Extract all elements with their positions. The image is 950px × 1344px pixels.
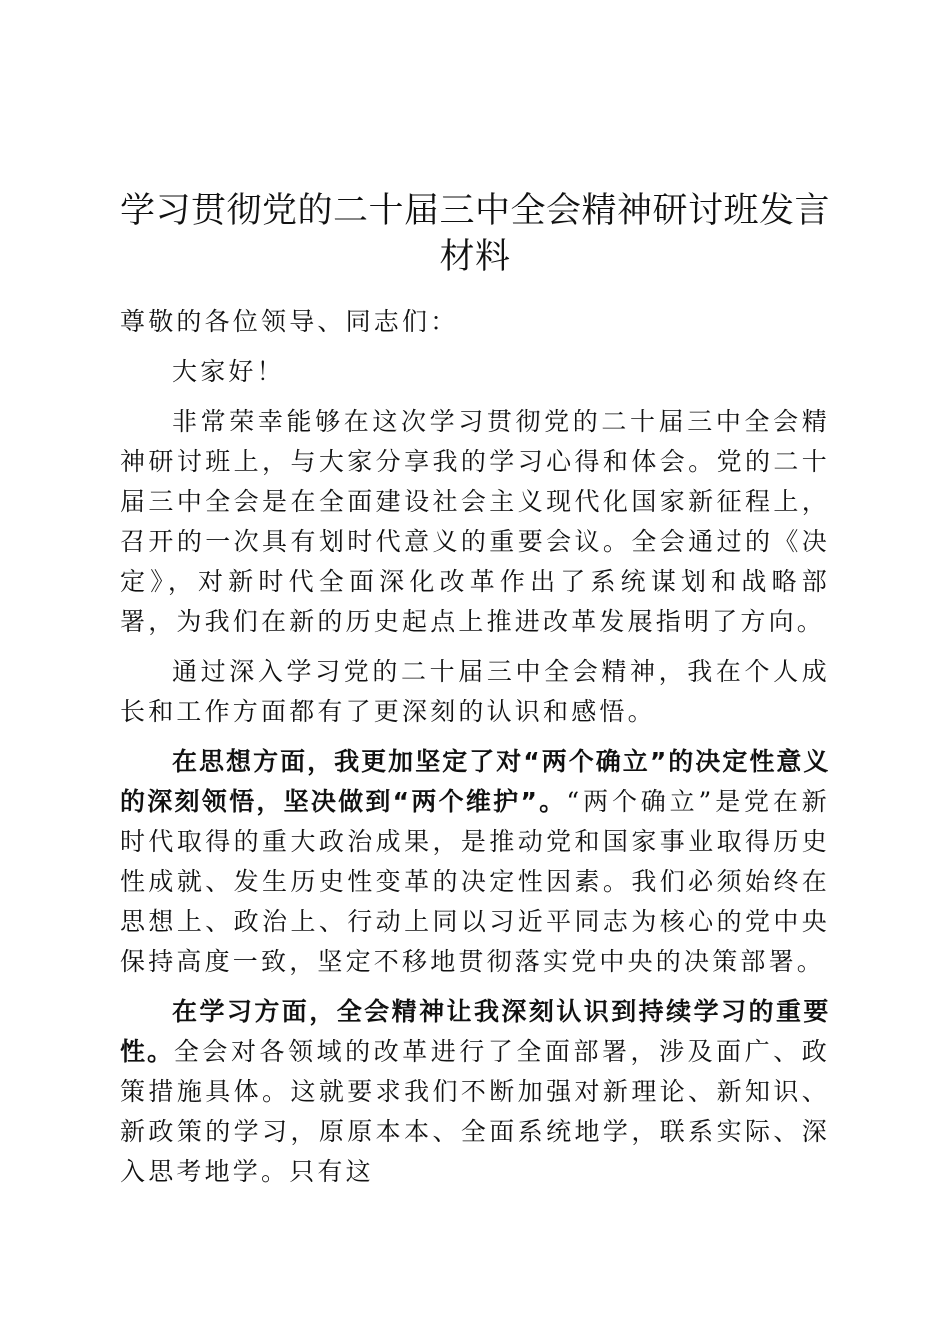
paragraph-learning-body: 全会对各领域的改革进行了全面部署，涉及面广、政策措施具体。这就要求我们不断加强对新理论、新知识、新政策的学习，原原本本、全面系统地学，联系实际、深入思考地学。只有这 (120, 1037, 830, 1186)
paragraph-learning (120, 992, 830, 1192)
document-body (120, 302, 830, 1192)
paragraph-thought (120, 742, 830, 982)
paragraph-summary: 通过深入学习党的二十届三中全会精神，我在个人成长和工作方面都有了更深刻的认识和感悟。 (120, 657, 830, 726)
title-line-1: 学习贯彻党的二十届三中全会精神研讨班发言 (120, 191, 831, 231)
paragraph-thought-body: “两个确立”是党在新时代取得的重大政治成果，是推动党和国家事业取得历史性成就、发生历史性变革的决定性因素。我们必须始终在思想上、政治上、行动上同以习近平同志为核心的党中央保持高度一致，坚定不移地贯彻落实党中央的决策部署。 (120, 787, 830, 976)
greeting: 大家好！ (172, 357, 285, 386)
paragraph-intro: 非常荣幸能够在这次学习贯彻党的二十届三中全会精神研讨班上，与大家分享我的学习心得和体会。党的二十届三中全会是在全面建设社会主义现代化国家新征程上，召开的一次具有划时代意义的重要会议。全会通过的《决定》，对新时代全面深化改革作出了系统谋划和战略部署，为我们在新的历史起点上推进改革发展指明了方向。 (120, 407, 830, 636)
paragraph-learning-heading: 在学习方面，全会精神让我深刻认识到持续学习的重要性。 (120, 997, 830, 1066)
title-line-2: 材料 (439, 237, 511, 277)
salutation: 尊敬的各位领导、同志们： (120, 307, 459, 336)
document-page (120, 0, 830, 1202)
document-title (120, 0, 830, 280)
paragraph-thought-heading: 在思想方面，我更加坚定了对“两个确立”的决定性意义的深刻领悟，坚决做到“两个维护”。 (120, 747, 830, 816)
